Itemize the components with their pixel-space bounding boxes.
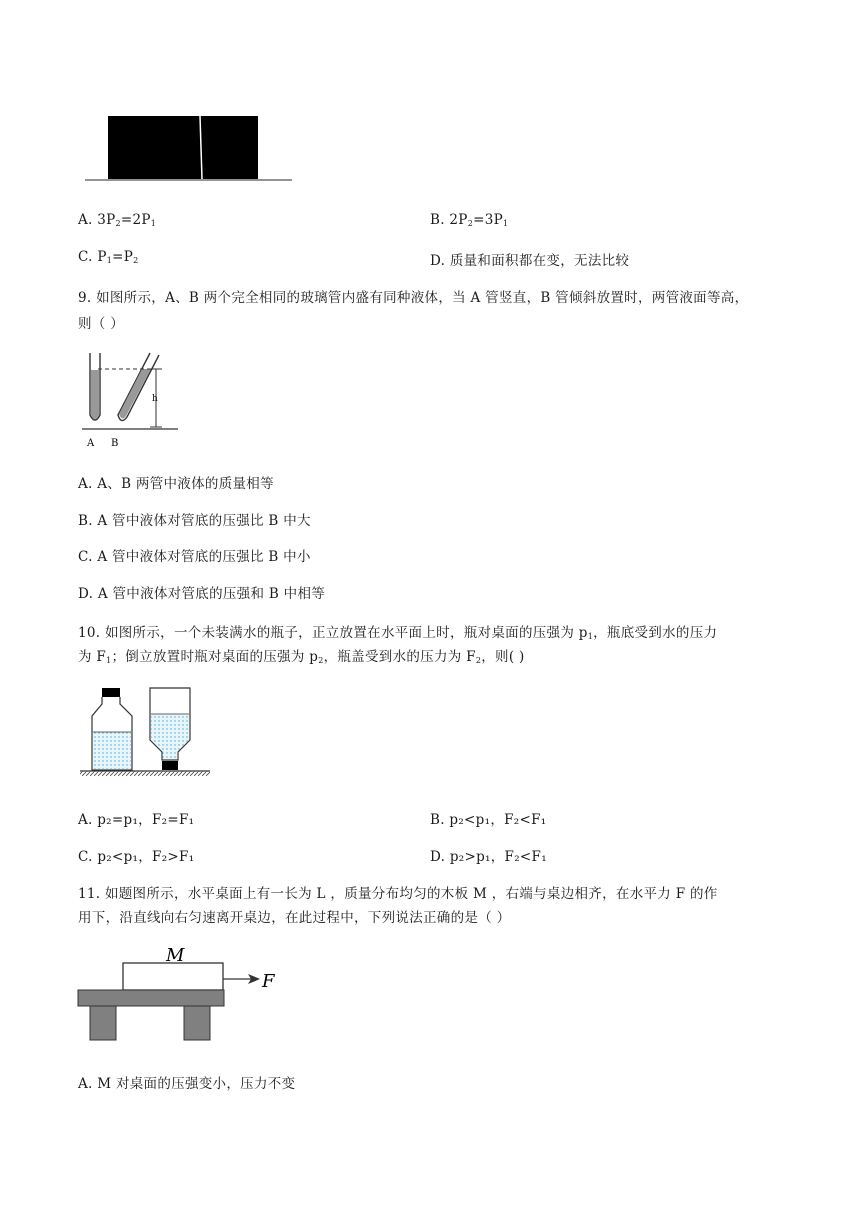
q8-figure [80,110,300,190]
q10-stem-line2: 为 $F_1$；倒立放置时瓶对桌面的压强为 $p_2$，瓶盖受到水的压力为 $F_2$，则( ) [78,649,525,665]
q10-option-a: A. p₂=p₁，F₂=F₁ [78,812,195,828]
bottle-upright-cap [102,688,120,697]
q9-stem-line2: 则（ ） [78,316,124,332]
q9-stem-line1: 9. 如图所示，A、B 两个完全相同的玻璃管内盛有同种液体，当 A 管竖直，B 管倾斜放置时，两管液面等高， [78,290,749,306]
q8-option-b: B. $2P_2=3P_1$ [430,212,509,228]
q8-option-c: C. $P_1=P_2$ [78,249,139,265]
q10-figure [78,684,218,784]
tube-b-liquid [119,369,151,419]
q10-stem-line1: 10. 如图所示，一个未装满水的瓶子，正立放置在水平面上时，瓶对桌面的压强为 $p_1$，瓶底受到水的压力 [78,625,718,641]
q11-stem-line2: 用下，沿直线向右匀速离开桌边，在此过程中，下列说法正确的是（ ） [78,910,511,926]
board-m [123,963,223,990]
block-shape [108,116,258,179]
table-leg-right [184,1006,210,1040]
bottle-inverted-water [151,714,189,759]
bottle-inverted-cap [162,761,178,770]
label-m: M [166,945,185,966]
label-a: A [87,438,95,449]
q10-option-d: D. p₂>p₁，F₂<F₁ [430,849,547,865]
q8-option-d: D. 质量和面积都在变，无法比较 [430,253,630,269]
q9-figure [78,345,188,455]
bottle-upright-water [93,732,131,769]
q9-option-a: A. A、B 两管中液体的质量相等 [78,476,274,492]
table-leg-left [90,1006,116,1040]
q10-option-c: C. p₂<p₁，F₂>F₁ [78,849,195,865]
q9-option-c: C. A 管中液体对管底的压强比 B 中小 [78,549,311,565]
q11-stem-line1: 11. 如题图所示，水平桌面上有一长为 L ，质量分布均匀的木板 M ，右端与桌边相齐，在水平力 F 的作 [78,886,718,902]
q8-option-a: A. $3P_2=2P_1$ [78,212,157,228]
q9-option-d: D. A 管中液体对管底的压强和 B 中相等 [78,586,326,602]
q11-option-a: A. M 对桌面的压强变小，压力不变 [78,1076,296,1092]
q10-option-b: B. p₂<p₁，F₂<F₁ [430,812,547,828]
table-hatch [80,771,210,776]
tube-a-liquid [91,370,99,419]
q9-option-b: B. A 管中液体对管底的压强比 B 中大 [78,513,311,529]
label-f: F [262,971,275,992]
q11-figure [76,940,286,1044]
label-h: h [152,394,158,404]
label-b: B [111,438,119,449]
table-top [78,990,224,1006]
